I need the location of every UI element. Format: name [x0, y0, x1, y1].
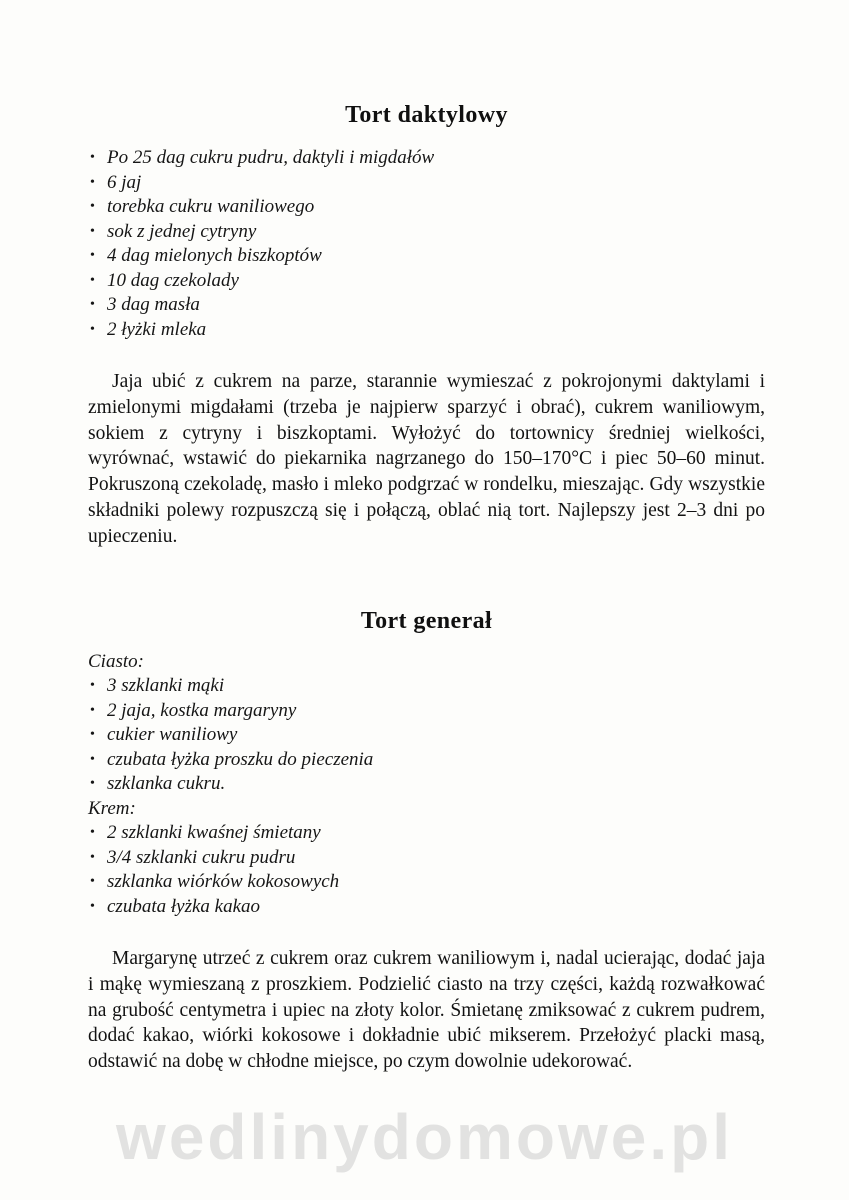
instructions-paragraph-daktylowy: Jaja ubić z cukrem na parze, starannie wymieszać z pokrojonymi daktylami i zmielonymi migdałami (trzeba je najpierw sparzyć i obrać), cukrem waniliowym, sokiem z cytryny i biszkoptami. Wyłożyć do tortownicy średniej wielkości, wyrównać, wstawić do piekarnika nagrzanego do 150–170°C i piec 50–60 minut. Pokruszoną czekoladę, masło i mleko podgrzać w rondelku, mieszając. Gdy wszystkie składniki polewy rozpuszczą się i połączą, oblać nią tort. Najlepszy jest 2–3 dni po upieczeniu.: [88, 371, 765, 547]
ingredient-list-daktylowy: [88, 146, 765, 342]
ingredient-item: • 10 dag czekolady: [88, 269, 765, 294]
ingredient-item: • czubata łyżka proszku do pieczenia: [88, 748, 765, 773]
recipe-title-tort-general: Tort generał: [360, 607, 493, 634]
ingredient-item: • 3 szklanki mąki: [88, 674, 765, 699]
ingredient-item: • torebka cukru waniliowego: [88, 195, 765, 220]
instructions-paragraph-general: Margarynę utrzeć z cukrem oraz cukrem waniliowym i, nadal ucierając, dodać jaja i mąkę wymieszaną z proszkiem. Podzielić ciasto na trzy części, każdą rozwałkować na grubość centymetra i upiec na złoty kolor. Śmietanę zmiksować z cukrem pudrem, dodać kakao, wiórki kokosowe i dokładnie ubić mikserem. Przełożyć placki masą, odstawić na dobę w chłodne miejsce, po czym dowolnie udekorować.: [88, 948, 765, 1073]
ingredient-item: • szklanka wiórków kokosowych: [88, 870, 765, 895]
ingredient-item: • cukier waniliowy: [88, 723, 765, 748]
ingredient-item: • sok z jednej cytryny: [88, 220, 765, 245]
ingredient-item: • 2 łyżki mleka: [88, 318, 765, 343]
watermark: wedlinydomowe.pl: [116, 1101, 733, 1173]
ingredient-item: • 3/4 szklanki cukru pudru: [88, 846, 765, 871]
ingredient-item: • Po 25 dag cukru pudru, daktyli i migdałów: [88, 146, 765, 171]
ingredient-item: • 2 jaja, kostka margaryny: [88, 699, 765, 724]
ingredient-item: • 4 dag mielonych biszkoptów: [88, 244, 765, 269]
section-label-krem: Krem:: [88, 797, 136, 819]
ingredient-item: • 3 dag masła: [88, 293, 765, 318]
ingredient-list-ciasto: [88, 674, 765, 797]
ingredient-item: • 2 szklanki kwaśnej śmietany: [88, 821, 765, 846]
ingredient-item: • 6 jaj: [88, 171, 765, 196]
ingredient-item: • szklanka cukru.: [88, 772, 765, 797]
ingredient-item: • czubata łyżka kakao: [88, 895, 765, 920]
section-label-ciasto: Ciasto:: [88, 650, 144, 672]
ingredient-list-krem: [88, 821, 765, 919]
recipe-title-tort-daktylowy: Tort daktylowy: [345, 102, 508, 128]
